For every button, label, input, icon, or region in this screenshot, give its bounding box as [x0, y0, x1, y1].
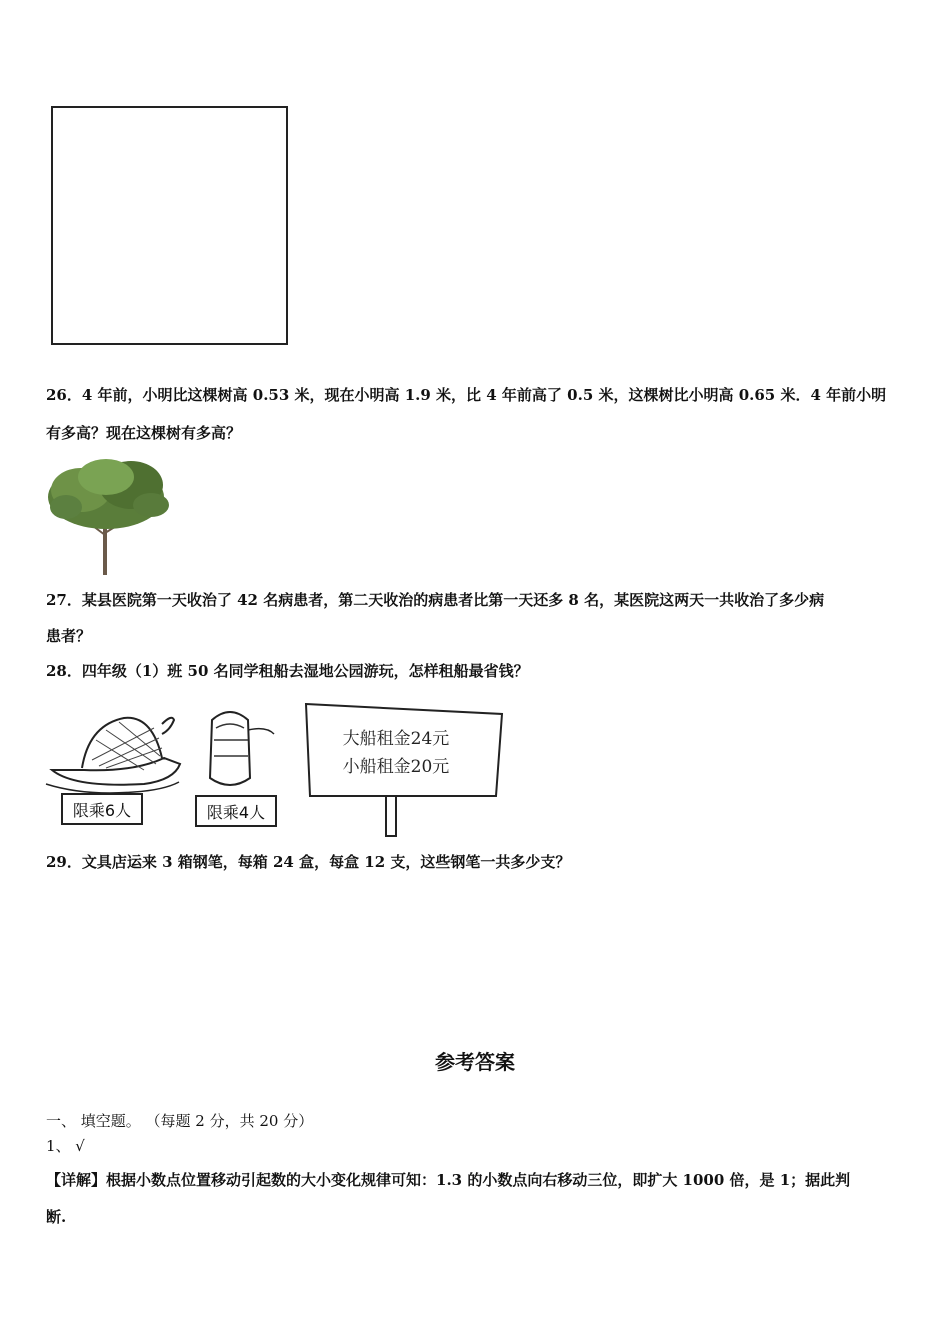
answers-detail-line1: 【详解】根据小数点位置移动引起数的大小变化规律可知：1.3 的小数点向右移动三位，即扩大 1000 倍，是 1；据此判	[46, 1171, 851, 1189]
big-boat-icon	[46, 718, 180, 793]
big-boat-label: 限乘6人	[72, 801, 132, 820]
q27-text-line2: 患者？	[46, 627, 92, 645]
boat-rental-figure	[44, 700, 514, 840]
sign-line-1: 大船租金24元	[342, 729, 450, 749]
q26-text-line2: 有多高？现在这棵树有多高？	[46, 424, 242, 442]
answers-item-1: 1、 √	[46, 1137, 85, 1155]
q29-text-line1: 29．文具店运来 3 箱钢笔，每箱 24 盒，每盒 12 支，这些钢笔一共多少支？	[46, 853, 571, 871]
answers-section-heading: 一、 填空题。 （每题 2 分，共 20 分）	[46, 1112, 314, 1130]
q27-text-line1: 27．某县医院第一天收治了 42 名病患者，第二天收治的病患者比第一天还多 8 名，某医院这两天一共收治了多少病	[46, 591, 825, 609]
answers-detail-line2: 断.	[46, 1208, 67, 1226]
small-boat-icon	[210, 712, 274, 785]
answers-title: 参考答案	[435, 1050, 515, 1074]
square-figure	[51, 106, 288, 345]
small-boat-label: 限乘4人	[206, 803, 266, 822]
q28-text-line1: 28．四年级（1）班 50 名同学租船去湿地公园游玩，怎样租船最省钱？	[46, 662, 529, 680]
q26-text-line1: 26．4 年前，小明比这棵树高 0.53 米，现在小明高 1.9 米，比 4 年前高了 0.5 米，这棵树比小明高 0.65 米．4 年前小明	[46, 386, 887, 404]
tree-image	[46, 455, 176, 577]
sign-line-2: 小船租金20元	[342, 757, 450, 777]
